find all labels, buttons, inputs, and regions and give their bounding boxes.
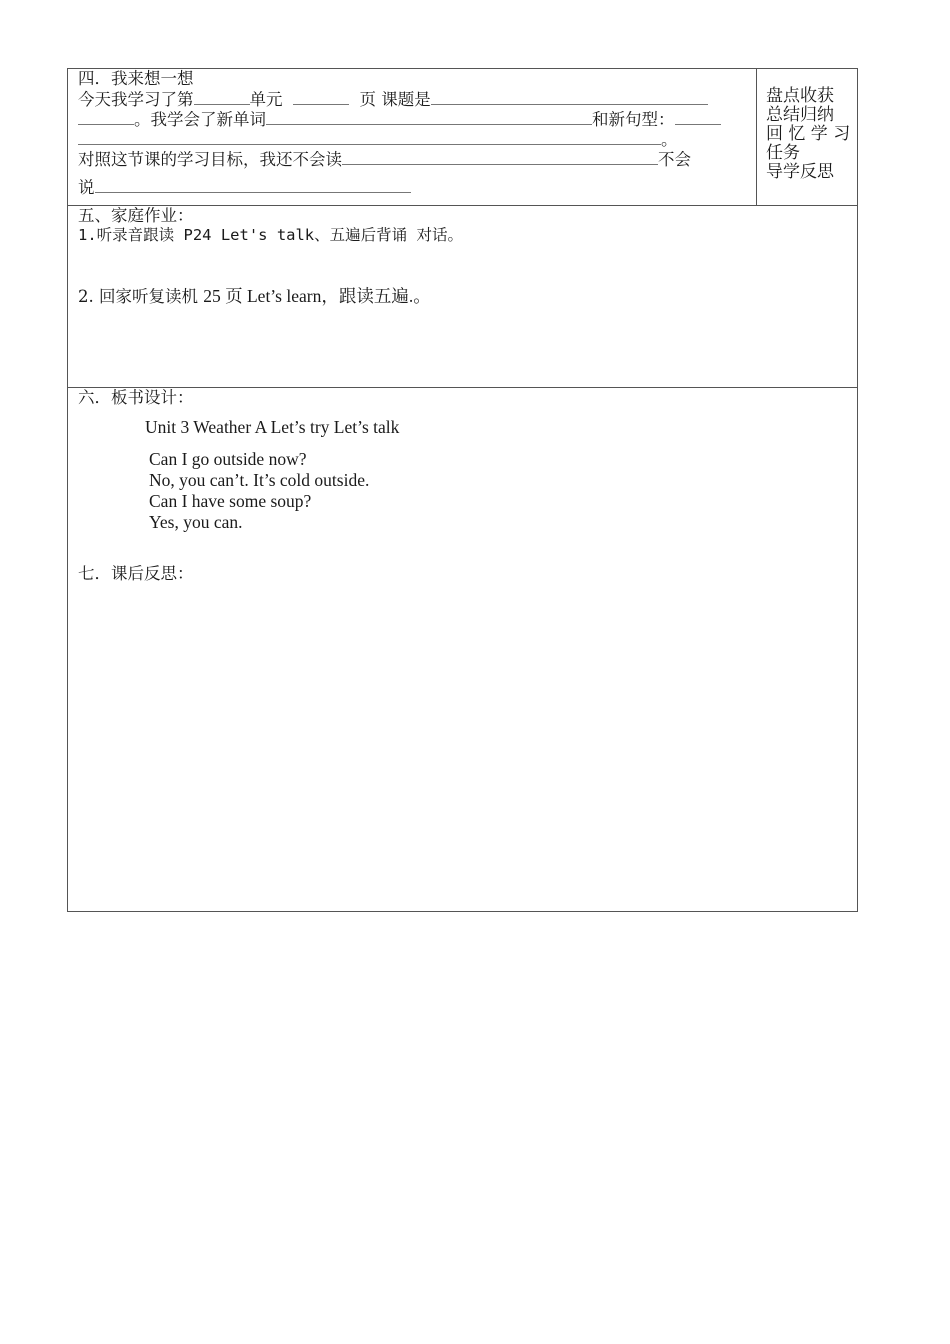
homework-item-2: 2. 回家听复读机 25 页 Let’s learn，跟读五遍.。 — [78, 286, 431, 306]
section4-heading: 四．我来想一想 — [78, 69, 194, 88]
new-sentences-blank-cont[interactable] — [78, 129, 661, 145]
worksheet-table — [67, 68, 858, 912]
cannot-read-blank[interactable] — [342, 149, 658, 165]
section4-line3: 。 — [78, 129, 678, 150]
sidebar-labels — [766, 87, 850, 182]
cannot-say-blank[interactable] — [95, 177, 411, 193]
sidebar-cell — [757, 69, 857, 205]
homework-item-1: 1.听录音跟读 P24 Let's talk、五遍后背诵 对话。 — [78, 226, 463, 244]
homework-row — [68, 206, 857, 388]
board-line: No, you can’t. It’s cold outside. — [149, 470, 370, 490]
board-title: Unit 3 Weather A Let’s try Let’s talk — [145, 417, 400, 437]
unit-blank[interactable] — [194, 89, 250, 105]
section4-line5: 说 — [78, 177, 411, 198]
sidebar-line: 导学反思 — [766, 162, 834, 182]
board-line: Can I have some soup? — [149, 491, 312, 511]
board-design-row — [68, 388, 857, 911]
sidebar-line: 盘点收获 — [766, 86, 834, 106]
page-blank[interactable] — [293, 89, 349, 105]
topic-blank-cont[interactable] — [78, 109, 134, 125]
sidebar-line: 总结归纳 — [766, 105, 834, 125]
section4-line4: 对照这节课的学习目标，我还不会读 不会 — [78, 150, 691, 169]
section5-heading: 五、家庭作业： — [78, 206, 194, 225]
section4-line1: 今天我学习了第 单元 页 课题是 — [78, 89, 708, 110]
topic-blank[interactable] — [431, 89, 708, 105]
section4-line2: 。我学会了新单词 和新句型： — [78, 109, 721, 130]
section7-heading: 七．课后反思： — [78, 564, 194, 583]
reflection-cell — [68, 69, 757, 205]
sidebar-line: 回 忆 学 习 — [766, 124, 851, 144]
board-line: Yes, you can. — [149, 512, 243, 532]
new-sentences-blank[interactable] — [675, 109, 721, 125]
new-words-blank[interactable] — [266, 109, 592, 125]
reflection-row — [68, 69, 857, 206]
section6-heading: 六．板书设计： — [78, 388, 194, 407]
board-line: Can I go outside now? — [149, 449, 307, 469]
sidebar-line: 任务 — [766, 143, 800, 163]
